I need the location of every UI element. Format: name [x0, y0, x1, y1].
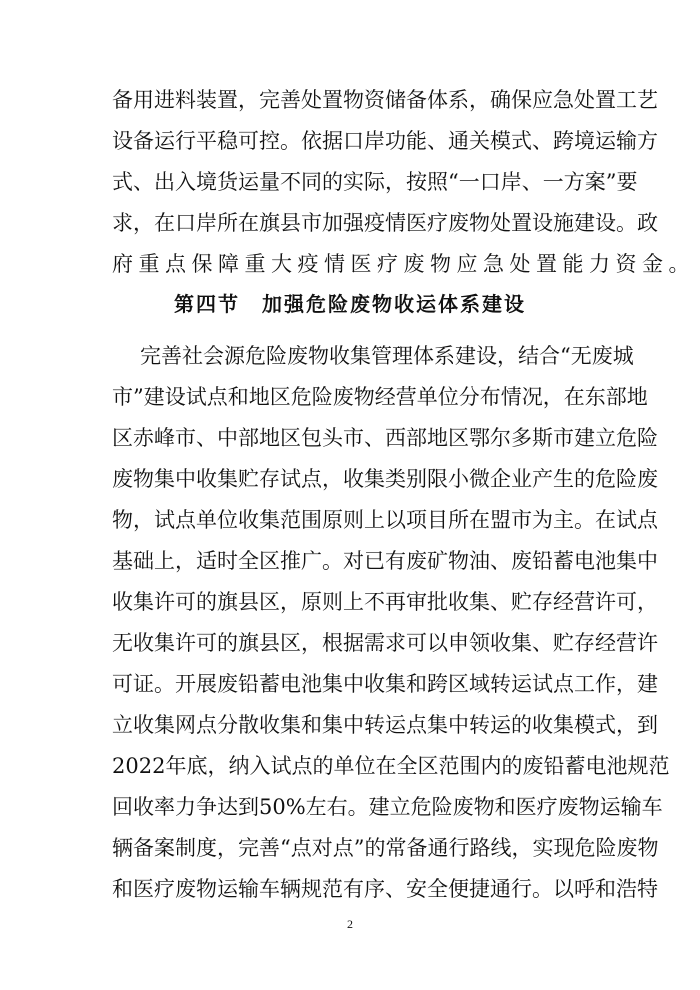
- text-line: 回收率力争达到50%左右。建立危险废物和医疗废物运输车: [112, 795, 663, 819]
- text-line: 完善社会源危险废物收集管理体系建设，结合“无废城: [140, 344, 634, 368]
- text-line: 和医疗废物运输车辆规范有序、安全便捷通行。以呼和浩特: [112, 877, 658, 901]
- text-line: 可证。开展废铅蓄电池集中收集和跨区域转运试点工作，建: [112, 672, 658, 696]
- text-line: 式、出入境货运量不同的实际，按照“一口岸、一方案”要: [112, 170, 638, 194]
- text-line: 求，在口岸所在旗县市加强疫情医疗废物处置设施建设。政: [112, 211, 658, 235]
- text-line: 设备运行平稳可控。依据口岸功能、通关模式、跨境运输方: [112, 129, 658, 153]
- text-line: 备用进料装置，完善处置物资储备体系，确保应急处置工艺: [112, 88, 658, 112]
- text-line: 区赤峰市、中部地区包头市、西部地区鄂尔多斯市建立危险: [112, 426, 658, 450]
- text-line: 市”建设试点和地区危险废物经营单位分布情况，在东部地: [112, 385, 648, 409]
- text-line: 废物集中收集贮存试点，收集类别限小微企业产生的危险废: [112, 467, 658, 491]
- text-line: 物，试点单位收集范围原则上以项目所在盟市为主。在试点: [112, 508, 658, 532]
- text-line: 基础上，适时全区推广。对已有废矿物油、废铅蓄电池集中: [112, 549, 658, 573]
- text-line: 收集许可的旗县区，原则上不再审批收集、贮存经营许可，: [112, 590, 658, 614]
- paragraph-1: [112, 80, 695, 285]
- text-line: 府重点保障重大疫情医疗废物应急处置能力资金。: [112, 252, 695, 276]
- text-line: 辆备案制度，完善“点对点”的常备通行路线，实现危险废物: [112, 836, 659, 860]
- section-heading: 第四节 加强危险废物收运体系建设: [174, 292, 526, 316]
- paragraph-2: [112, 336, 670, 910]
- page-number: 2: [347, 917, 353, 931]
- text-line: 无收集许可的旗县区，根据需求可以申领收集、贮存经营许: [112, 631, 658, 655]
- text-line: 立收集网点分散收集和集中转运点集中转运的收集模式，到: [112, 713, 658, 737]
- text-line: 2022年底，纳入试点的单位在全区范围内的废铅蓄电池规范: [112, 754, 670, 778]
